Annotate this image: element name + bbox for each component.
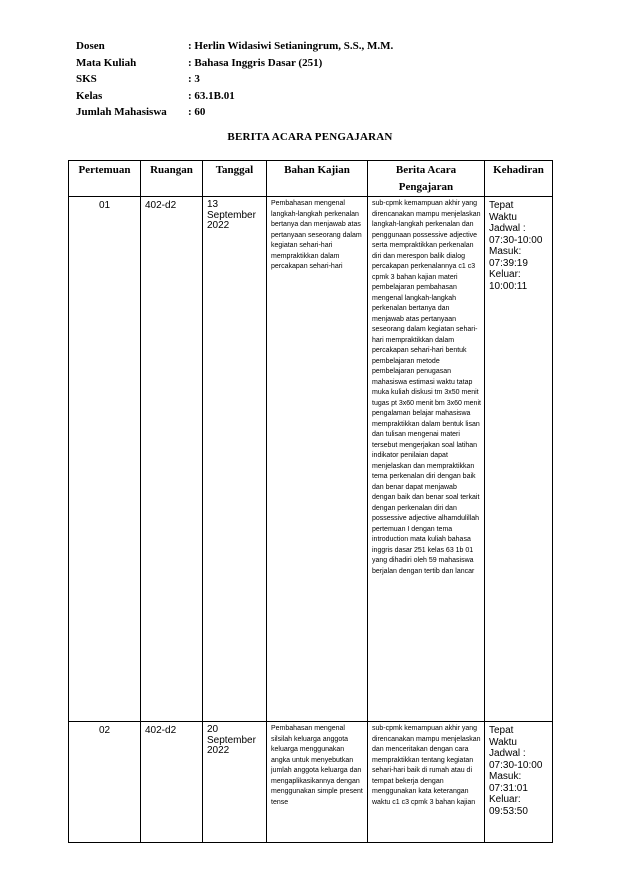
column-header-bahan-kajian: Bahan Kajian [267, 161, 368, 197]
info-value: : Bahasa Inggris Dasar (251) [188, 56, 323, 69]
info-label: Mata Kuliah [76, 56, 137, 69]
attendance-line: Waktu [489, 211, 517, 223]
info-label: Dosen [76, 40, 105, 52]
info-row-mata-kuliah [76, 55, 393, 72]
info-value: : 3 [188, 73, 200, 85]
info-label: Jumlah Mahasiswa [76, 106, 167, 118]
course-info [76, 38, 393, 121]
table-row [69, 722, 553, 843]
column-header-ruangan: Ruangan [141, 161, 203, 197]
cell-kehadiran [485, 197, 553, 722]
cell-pertemuan: 02 [69, 722, 141, 843]
document-title: BERITA ACARA PENGAJARAN [227, 131, 393, 143]
info-value: : 60 [188, 106, 206, 118]
attendance-line: Masuk: [489, 246, 522, 257]
attendance-line: Jadwal : [489, 748, 526, 759]
teaching-report-table [68, 160, 553, 843]
attendance-line: 09:53:50 [489, 805, 528, 817]
attendance-line: Tepat [489, 200, 514, 211]
cell-pertemuan: 01 [69, 197, 141, 722]
column-header-kehadiran: Kehadiran [485, 161, 553, 197]
column-header-pertemuan: Pertemuan [69, 161, 141, 197]
cell-tanggal: 20 September 2022 [203, 722, 267, 843]
info-label: Kelas [76, 89, 103, 102]
attendance-line: 07:30-10:00 [489, 234, 543, 246]
cell-ruangan: 402-d2 [141, 197, 203, 722]
attendance-line: Masuk: [489, 771, 522, 782]
attendance-line: Keluar: [489, 269, 521, 280]
info-value: : Herlin Widasiwi Setianingrum, S.S., M.M. [188, 40, 394, 52]
attendance-line: Waktu [489, 736, 517, 748]
cell-tanggal: 13 September 2022 [203, 197, 267, 722]
table-row [69, 197, 553, 722]
info-row-jumlah-mahasiswa [76, 104, 393, 121]
info-row-dosen [76, 38, 393, 55]
cell-berita-acara: sub-cpmk kemampuan akhir yang direncanakan mampu menjelaskan langkah-langkah perkenalan dan penggunaan possessive adjective serta mempraktikkan perkenalan diri dan merespon balik dialog percakapan perkenalannya c1 c3 cpmk 3 bahan kajian materi pembelajaran pembahasan mengenal langkah-langkah perkenalan bertanya dan menjawab atas pertanyaan seseorang dalam kegiatan sehari-hari mempraktikkan dalam percakapan sehari-hari bentuk pembelajaran metode pembelajaran penugasan mahasiswa estimasi waktu tatap muka kuliah diskusi tm 3x50 menit tugas pt 3x60 menit bm 3x60 menit pengalaman belajar mahasiswa mempraktikkan dalam bentuk lisan dan tulisan mengenai materi tersebut mengerjakan soal latihan indikator penilaian dapat menjelaskan dan mempraktikkan tema perkenalan diri dengan baik dan benar dapat menjawab dengan baik dan benar soal terkait dengan perkenalan diri dan possessive adjective alhamdulillah pertemuan I dengan tema introduction mata kuliah bahasa inggris dasar 251 kelas 63 1b 01 yang dihadiri oleh 59 mahasiswa berjalan dengan tertib dan lancar [368, 197, 485, 722]
attendance-line: 07:30-10:00 [489, 759, 543, 771]
info-label: SKS [76, 73, 97, 85]
cell-berita-acara: sub-cpmk kemampuan akhir yang direncanakan mampu menjelaskan dan menceritakan dengan cara mempraktikkan tentang kegiatan sehari-hari baik di rumah atau di tempat bekerja dengan menggunakan kata keterangan waktu c1 c3 cpmk 3 bahan kajian [368, 722, 485, 843]
cell-bahan-kajian: Pembahasan mengenal silsilah keluarga anggota keluarga menggunakan angka untuk menyebutkan jumlah anggota keluarga dan mengaplikasikannya dengan menggunakan simple present tense [267, 722, 368, 843]
attendance-line: Keluar: [489, 794, 521, 805]
attendance-line: Jadwal : [489, 223, 526, 234]
column-header-tanggal: Tanggal [203, 161, 267, 197]
attendance-line: 07:39:19 [489, 257, 528, 269]
info-row-kelas [76, 88, 393, 105]
cell-kehadiran [485, 722, 553, 843]
column-header-berita-acara: Berita Acara Pengajaran [368, 161, 485, 197]
info-value: : 63.1B.01 [188, 89, 235, 102]
info-row-sks [76, 71, 393, 88]
cell-ruangan: 402-d2 [141, 722, 203, 843]
table-header-row [69, 161, 553, 197]
attendance-line: Tepat [489, 725, 514, 736]
attendance-line: 07:31:01 [489, 782, 528, 794]
cell-bahan-kajian: Pembahasan mengenal langkah-langkah perkenalan bertanya dan menjawab atas pertanyaan seseorang dalam kegiatan sehari-hari mempraktikkan dalam percakapan sehari-hari [267, 197, 368, 722]
attendance-line: 10:00:11 [489, 280, 528, 292]
